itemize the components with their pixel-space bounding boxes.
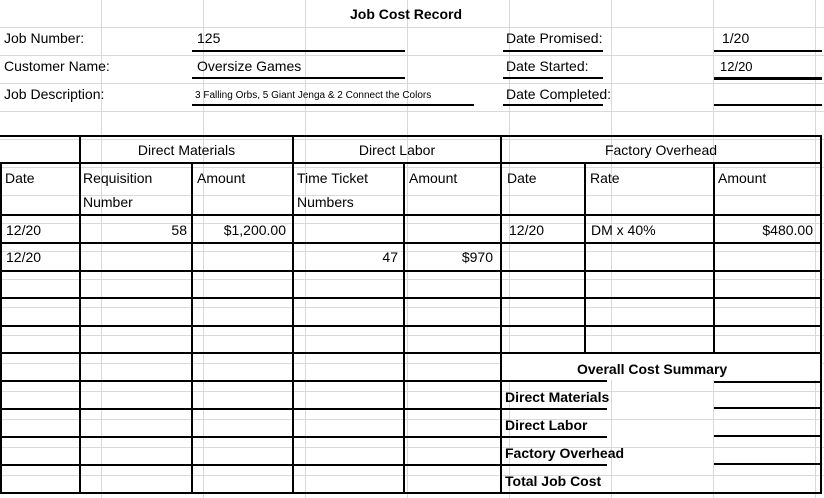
section-factory-overhead: Factory Overhead — [604, 142, 718, 158]
row1-fo-amount[interactable]: $480.00 — [762, 222, 813, 238]
vline-ticket — [403, 162, 405, 494]
summary-line-1 — [500, 380, 607, 382]
date-promised-label: Date Promised: — [506, 30, 603, 46]
table-top-border — [0, 135, 822, 137]
job-description-label: Job Description: — [4, 86, 105, 102]
row1-fo-date[interactable]: 12/20 — [509, 222, 545, 238]
section-direct-labor: Direct Labor — [358, 142, 436, 158]
date-completed-label: Date Completed: — [506, 86, 612, 102]
summary-direct-materials-value[interactable] — [714, 381, 822, 409]
summary-total-label: Total Job Cost — [505, 473, 602, 489]
row-line-6 — [0, 380, 500, 382]
row1-dm-amount[interactable]: $1,200.00 — [223, 222, 286, 238]
summary-line-4 — [500, 464, 607, 466]
customer-name-label: Customer Name: — [4, 58, 110, 74]
underline-job-number — [192, 50, 405, 52]
job-number-label: Job Number: — [4, 30, 85, 46]
table-section-divider — [0, 162, 822, 164]
row1-date[interactable]: 12/20 — [6, 222, 42, 238]
summary-title: Overall Cost Summary — [577, 361, 728, 377]
row-line-2 — [0, 270, 822, 272]
date-started-value[interactable]: 12/20 — [720, 59, 753, 74]
box-date-completed-top — [714, 78, 822, 80]
page-title: Job Cost Record — [350, 6, 463, 22]
col-fo-date: Date — [507, 170, 537, 186]
row-line-4 — [0, 325, 822, 327]
table-header-bottom — [0, 214, 822, 216]
vline-date — [79, 135, 81, 494]
summary-factory-overhead-label: Factory Overhead — [505, 445, 625, 461]
underline-description — [192, 104, 474, 106]
col-time-ticket: Time Ticket — [297, 170, 369, 186]
underline-date-started — [503, 77, 603, 79]
summary-direct-labor-label: Direct Labor — [505, 417, 588, 433]
underline-customer — [192, 77, 405, 79]
row2-dl-amount[interactable]: $970 — [461, 249, 493, 265]
row-line-1 — [0, 242, 822, 244]
row2-date[interactable]: 12/20 — [6, 249, 42, 265]
job-number-value[interactable]: 125 — [197, 30, 221, 46]
vline-fo-date — [584, 162, 586, 354]
col-requisition-number: Number — [83, 194, 133, 210]
col-date: Date — [5, 170, 35, 186]
underline-date-promised — [503, 50, 603, 52]
summary-direct-labor-value[interactable] — [714, 409, 822, 437]
row-line-8 — [0, 436, 500, 438]
date-started-label: Date Started: — [506, 58, 589, 74]
job-description-value[interactable]: 3 Falling Orbs, 5 Giant Jenga & 2 Connect the Colors — [195, 90, 432, 101]
date-promised-value[interactable]: 1/20 — [722, 30, 750, 46]
col-requisition: Requisition — [83, 170, 153, 186]
row-line-3 — [0, 297, 822, 299]
vline-dm-amount — [292, 135, 294, 494]
row1-rate[interactable]: DM x 40% — [591, 222, 656, 238]
row-line-9 — [0, 464, 500, 466]
row-line-7 — [0, 408, 500, 410]
box-date-completed-bottom — [714, 104, 822, 106]
vline-rate — [713, 162, 715, 354]
table-bottom-border — [0, 492, 822, 494]
vline-left — [0, 162, 2, 494]
underline-date-completed — [503, 104, 603, 106]
vline-dl-amount — [500, 135, 502, 494]
vline-req — [191, 162, 193, 494]
col-rate: Rate — [590, 170, 620, 186]
summary-total-value[interactable] — [714, 465, 822, 494]
summary-line-2 — [500, 408, 607, 410]
row2-time-ticket[interactable]: 47 — [382, 249, 398, 265]
underline-date-promised-value — [714, 50, 822, 52]
summary-direct-materials-label: Direct Materials — [505, 389, 610, 405]
col-fo-amount: Amount — [718, 170, 767, 186]
col-time-ticket-numbers: Numbers — [297, 194, 354, 210]
col-dl-amount: Amount — [409, 170, 458, 186]
summary-factory-overhead-value[interactable] — [714, 437, 822, 465]
summary-line-3 — [500, 436, 607, 438]
customer-name-value[interactable]: Oversize Games — [197, 58, 302, 74]
row1-requisition[interactable]: 58 — [171, 222, 187, 238]
section-direct-materials: Direct Materials — [137, 142, 236, 158]
col-dm-amount: Amount — [197, 170, 246, 186]
